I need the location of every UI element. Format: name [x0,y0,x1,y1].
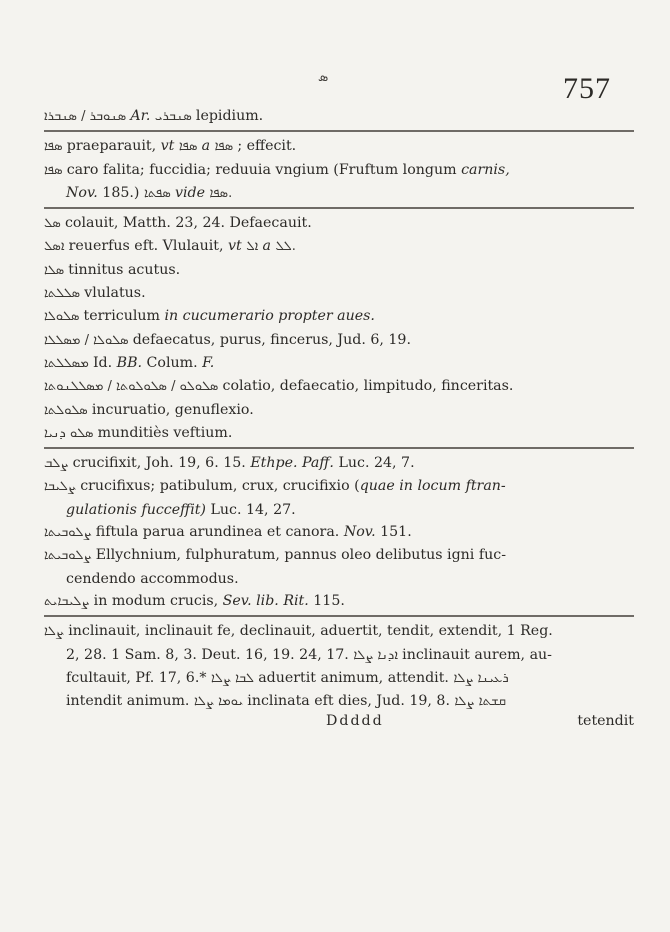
latin-text: tinnitus acutus. [68,261,181,278]
latin-text: fiftula parua arundinea et canora. [95,524,344,541]
entry-line [44,544,634,567]
page-footer [44,713,634,735]
section-rule [44,447,634,449]
entry-line [44,259,634,282]
syriac-word: ܣܢܒܪܝ [154,109,196,124]
syriac-word: ܣܠܘܠܬܐ [44,402,92,418]
syriac-word: ܣܠܘܠܐ / ܡܣܠܠܐ [44,332,133,348]
italic-text: vt [227,238,247,255]
italic-text: a [262,238,276,255]
syriac-word: ܨܠܐ [44,624,69,640]
section-rule [44,615,634,617]
latin-text: vlulatus. [84,285,146,302]
entry-line [44,182,634,205]
latin-text: Luc. 24, 7. [333,455,415,472]
latin-text: cendendo accommodus. [66,570,239,587]
italic-text: quae in locum ftran- [359,478,506,495]
latin-text: crucifixit, Joh. 19, 6. 15. [72,455,251,472]
syriac-word: ܠܒܐ ܨܠܐ [210,670,259,686]
italic-text: Ar. [130,108,155,124]
syriac-word: ܣܦܐ [178,139,202,155]
latin-text: 115. [308,592,345,609]
section-rule [44,207,634,209]
syriac-word: ܨܠܝܒܐ [44,479,81,495]
syriac-word: ܣܠܠܬܐ [44,286,85,302]
latin-text: defaecatus, purus, fincerus, Jud. 6, 19. [132,331,411,348]
syriac-word: ܣܢܘܒܪ / ܣܢܒܪܐ [44,109,131,124]
entry-line [44,235,634,258]
entry-line [44,475,634,498]
italic-text: Nov. [66,184,98,201]
entry-line [44,105,634,128]
latin-text: inclinauit, inclinauit fe, declinauit, aduertit, tendit, extendit, 1 Reg. [68,623,553,640]
page-number: 757 [563,72,611,105]
entry-line [44,521,634,544]
latin-text: 185.) [97,184,144,201]
syriac-word: ܣܦܐ [44,162,67,178]
syriac-word: ܐܕܢܐ ܨܠܐ [353,647,403,663]
entry-line [44,159,634,182]
latin-text: Luc. 14, 27. [205,501,296,518]
latin-text: ; effecit. [237,138,297,155]
entries [44,105,634,735]
syriac-word: ܣܦܐ [214,139,238,155]
latin-text: lepidium. [195,108,264,124]
latin-text: Colum. [142,354,203,371]
syriac-word: ܣܦܐ. [209,185,233,201]
syriac-word: ܨܠܝܒܐܝܬ [44,593,94,609]
entry-line [44,399,634,422]
latin-text: reuerfus eft. Vlulauit, [68,238,228,255]
latin-text: crucifixus; patibulum, crux, crucifixio ( [80,478,360,495]
latin-text: intendit animum. [66,693,194,710]
italic-text: in cucumerario propter aues. [164,308,375,325]
entry-line [44,690,634,713]
entry-line [44,620,634,643]
entry-line [44,212,634,235]
latin-text: 2, 28. 1 Sam. 8, 3. Deut. 16, 19. 24, 17. [66,646,354,663]
italic-text: a [201,138,215,155]
entry-line [44,305,634,328]
syriac-word: ܪܥܝܢܐ ܨܠܐ [453,670,509,686]
entry-line [44,352,634,375]
syriac-word: ܠܠ. [275,239,296,255]
section-rule [44,130,634,132]
italic-text: vide [174,184,210,201]
latin-text: Id. [92,354,117,371]
entry-line [44,568,634,590]
syriac-word: ܣܠܘܠܐ [44,309,84,325]
syriac-word: ܨܠܘܒܝܬܐ [44,525,96,541]
latin-text: colauit, Matth. 23, 24. Defaecauit. [64,215,312,232]
entry-line [44,667,634,690]
signature-mark: Ddddd [326,713,384,730]
syriac-word: ܣܦܐ [44,139,67,155]
italic-text: Nov. [343,524,376,541]
entry-line [44,590,634,613]
syriac-word: ܣܠܘ ܕܢܝܐ [44,425,98,441]
latin-text: Ellychnium, fulphuratum, pannus oleo delibutus igni fuc- [95,547,506,564]
latin-text: aduertit animum, attendit. [258,669,454,686]
italic-text: gulationis fucceffit) [66,501,206,518]
entry-line [44,452,634,475]
latin-text: munditiès veftium. [97,424,233,441]
entry-line [44,422,634,445]
italic-text: vt [160,138,179,155]
latin-text: fcultauit, Pf. 17, 6.* [66,669,211,686]
latin-text: caro falita; fuccidia; reduuia vngium (Fruftum longum [66,161,462,178]
syriac-word: ܨܠܒ [44,456,73,472]
italic-text: BB. [116,354,143,371]
entry-line [44,644,634,667]
latin-text: 151. [375,524,412,541]
syriac-word: ܣܠܘܠܘ / ܣܠܘܠܘܬܐ / ܡܣܠܠܢܘܬܐ [44,379,223,395]
entry-line [44,329,634,352]
latin-text: inclinata eft dies, Jud. 19, 8. [247,693,455,710]
italic-text: carnis, [461,161,510,178]
italic-text: F. [202,354,215,371]
syriac-word: ܩܫܬܐ ܨܠܐ [454,694,507,710]
latin-text: terriculum [83,308,165,325]
latin-text: colatio, defaecatio, limpitudo, finceritas. [222,378,514,395]
syriac-word: ܐܣܠ [44,239,69,255]
latin-text: inclinauit aurem, au- [402,646,552,663]
entry-line [44,135,634,158]
syriac-word: ܣܦܬܐ [143,185,175,201]
italic-text: Ethpe. Paff. [250,455,334,472]
latin-text: incuruatio, genuflexio. [91,401,254,418]
header-letter: ܣ [318,70,329,85]
entry-line [44,282,634,305]
syriac-word: ܝܘܡܐ ܨܠܐ [193,694,248,710]
syriac-word: ܣܠ [44,216,65,232]
entry-line [44,375,634,398]
italic-text: Sev. lib. Rit. [222,592,309,609]
syriac-word: ܐܠ [246,239,263,255]
latin-text: in modum crucis, [93,592,223,609]
syriac-word: ܣܠܐ [44,262,69,278]
syriac-word: ܨܠܘܒܝܬܐ [44,548,96,564]
catchword: tetendit [577,713,634,730]
entry-line [44,499,634,521]
syriac-word: ܡܣܠܠܬܐ [44,355,93,371]
latin-text: praeparauit, [66,138,161,155]
